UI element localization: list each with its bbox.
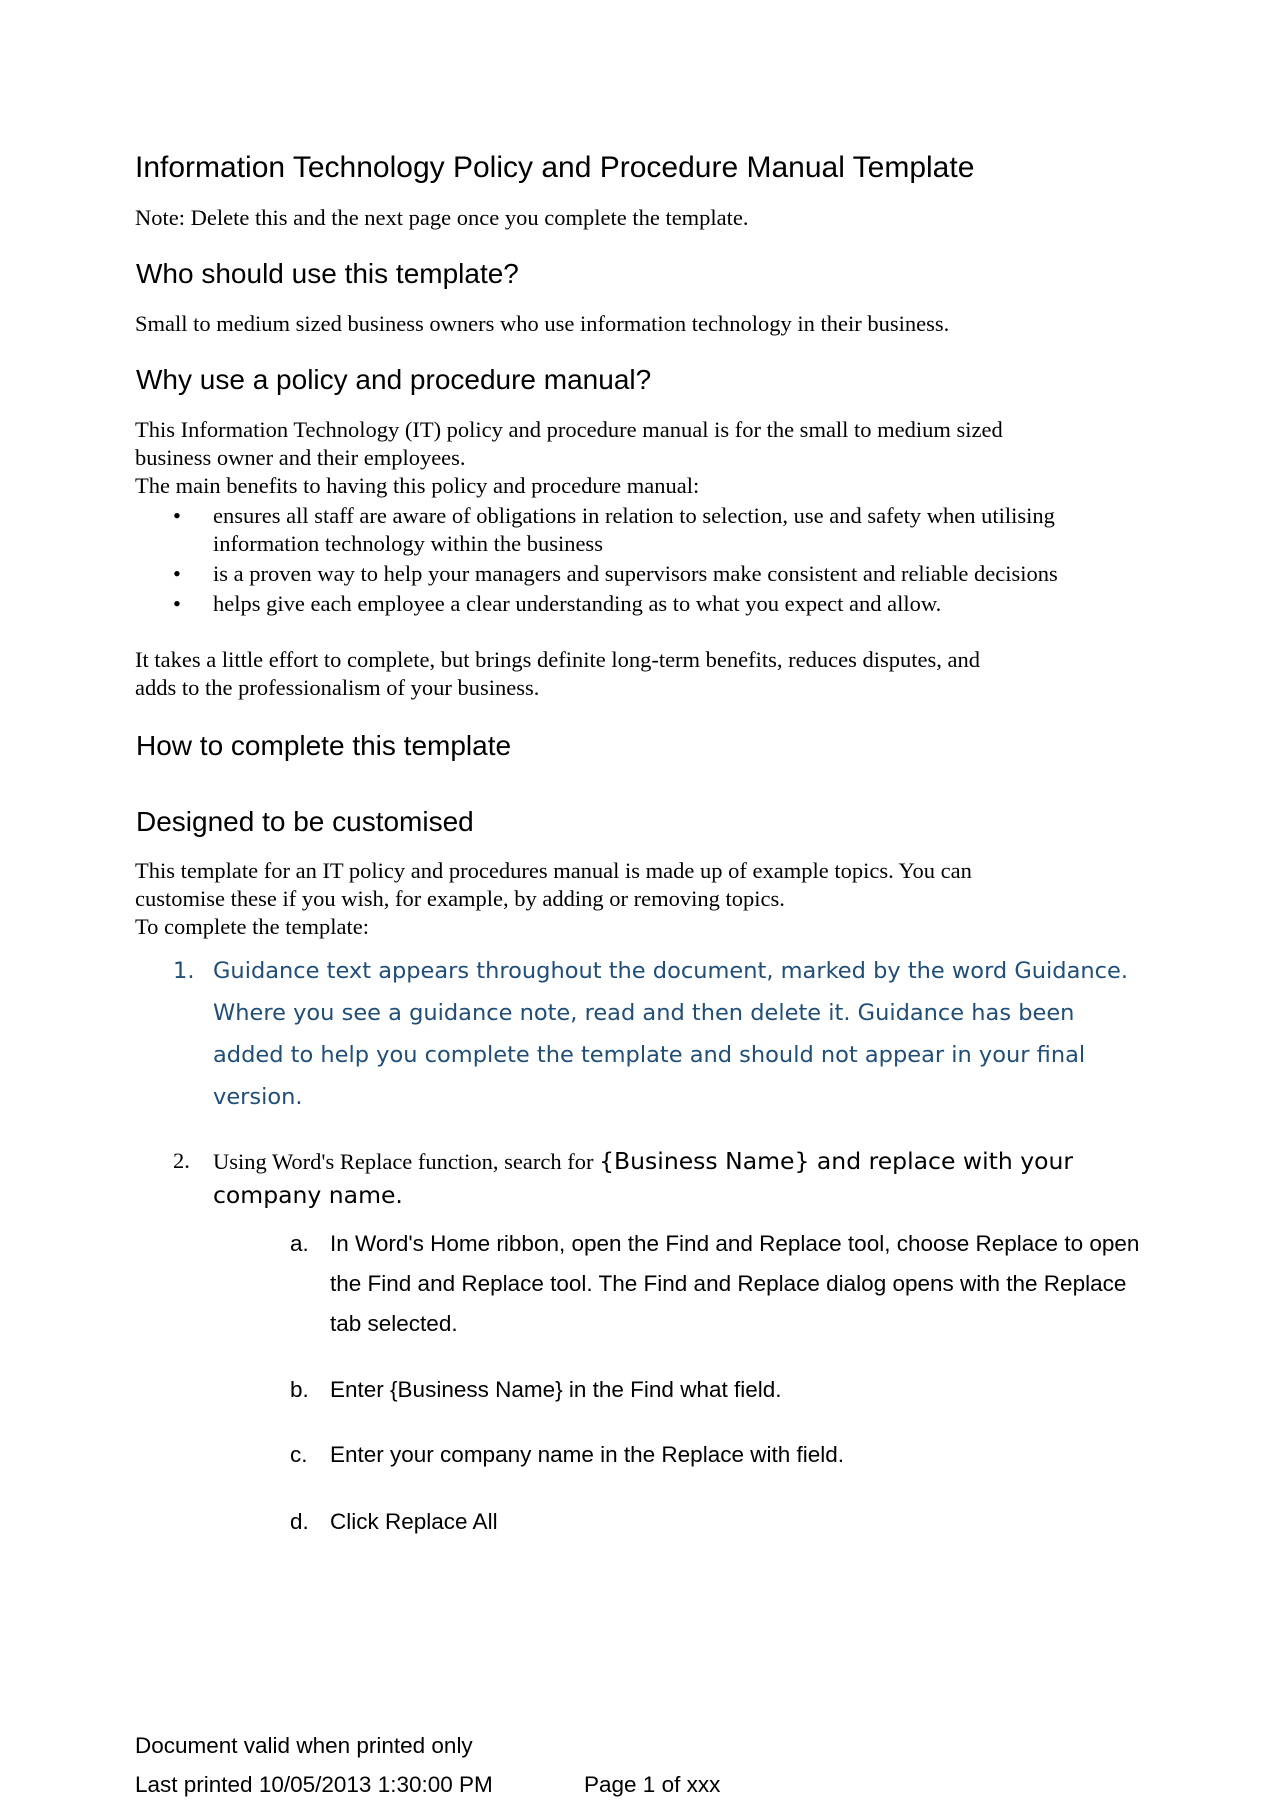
replace-step-text-serif: Using Word's Replace function, search for (213, 1149, 600, 1174)
why-closing-line-1: It takes a little effort to complete, but brings definite long-term benefits, reduces disputes, and (135, 647, 980, 672)
footer-last-printed: Last printed 10/05/2013 1:30:00 PM (135, 1772, 493, 1797)
footer-validity: Document valid when printed only (135, 1733, 473, 1758)
why-intro-line-2: business owner and their employees. (135, 445, 466, 470)
designed-lead: To complete the template: (135, 914, 369, 939)
list-item: • ensures all staff are aware of obligations in relation to selection, use and safety when utilising information technology within the business (173, 503, 1055, 556)
benefits-lead: The main benefits to having this policy and procedure manual: (135, 473, 700, 498)
bullet-icon: • (173, 591, 181, 616)
step-number: 1. (173, 958, 195, 984)
template-note: Note: Delete this and the next page once you complete the template. (135, 205, 749, 230)
bullet-icon: • (173, 561, 181, 586)
heading-how: How to complete this template (136, 730, 512, 761)
benefits-list (135, 502, 1145, 620)
why-closing-line-2: adds to the professionalism of your business. (135, 675, 540, 700)
step-number: 2. (173, 1148, 190, 1173)
designed-body-line-1: This template for an IT policy and procedures manual is made up of example topics. You can (135, 858, 972, 883)
replace-step-text-sans: {Business Name} and replace with your company name. (213, 1147, 1074, 1209)
substep-text: Enter {Business Name} in the Find what field. (330, 1377, 782, 1402)
designed-body-line-2: customise these if you wish, for example, by adding or removing topics. (135, 886, 785, 911)
substep-letter: a. (290, 1231, 309, 1256)
why-intro-line-1: This Information Technology (IT) policy and procedure manual is for the small to medium sized (135, 417, 1003, 442)
guidance-text: Guidance text appears throughout the document, marked by the word Guidance. Where you see a guidance note, read and then delete it. Guidance has been added to help you complete the template and should not appear in your final version. (213, 958, 1129, 1110)
footer-page-number: Page 1 of xxx (584, 1772, 721, 1797)
heading-why: Why use a policy and procedure manual? (136, 364, 652, 395)
substep-text: In Word's Home ribbon, open the Find and Replace tool, choose Replace to open the Find and Replace tool. The Find and Replace dialog opens with the Replace tab selected. (330, 1231, 1140, 1336)
heading-designed: Designed to be customised (136, 806, 474, 837)
bullet-icon: • (173, 503, 181, 528)
document-title: Information Technology Policy and Procedure Manual Template (135, 151, 975, 184)
who-body: Small to medium sized business owners who use information technology in their business. (135, 311, 950, 336)
list-item: • is a proven way to help your managers and supervisors make consistent and reliable decisions (173, 561, 1058, 586)
replace-step-text (213, 1146, 1143, 1214)
list-item: • helps give each employee a clear understanding as to what you expect and allow. (173, 591, 942, 616)
substep-text: Click Replace All (330, 1509, 498, 1534)
substep-letter: c. (290, 1442, 308, 1467)
substep-text: Enter your company name in the Replace with field. (330, 1442, 845, 1467)
substep-letter: b. (290, 1377, 309, 1402)
heading-who: Who should use this template? (136, 258, 519, 289)
substep-letter: d. (290, 1509, 309, 1534)
